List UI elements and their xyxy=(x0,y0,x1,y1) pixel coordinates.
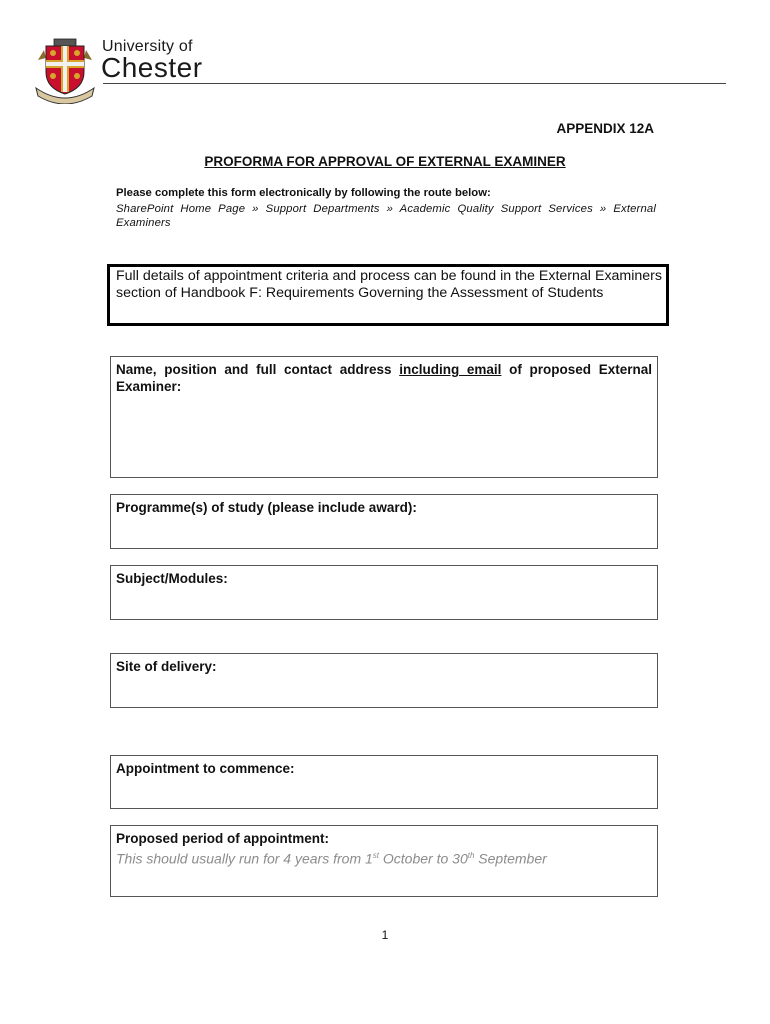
logo-chester: Chester xyxy=(101,52,203,83)
programme-label: Programme(s) of study (please include award): xyxy=(116,500,417,515)
programme-field[interactable] xyxy=(110,494,658,549)
hint-sup1: st xyxy=(372,851,380,860)
university-crest-icon xyxy=(32,38,98,104)
examiner-label-part1: Name, position and full contact address xyxy=(116,362,400,377)
instructions-text: Please complete this form electronically by following the route below: xyxy=(116,187,491,199)
appointment-commence-field[interactable] xyxy=(110,755,658,809)
appointment-criteria-notice: Full details of appointment criteria and process can be found in the External Examiners section of Handbook F: Requirements Governing the Assessment of Students xyxy=(107,264,669,326)
appointment-commence-label: Appointment to commence: xyxy=(116,761,295,776)
subject-modules-field[interactable] xyxy=(110,565,658,620)
examiner-details-field[interactable] xyxy=(110,356,658,478)
appointment-period-field[interactable] xyxy=(110,825,658,897)
examiner-details-label xyxy=(116,361,652,395)
examiner-label-email: including email xyxy=(399,362,502,377)
appointment-period-hint xyxy=(116,847,652,868)
page-number: 1 xyxy=(381,928,389,942)
hint-part1: This should usually run for 4 years from 1 xyxy=(116,850,373,867)
logo-university-of: University of xyxy=(102,38,193,55)
appendix-label: APPENDIX 12A xyxy=(556,121,654,136)
examiner-label-part2: of proposed External Examiner: xyxy=(116,362,653,394)
appointment-period-label: Proposed period of appointment: xyxy=(116,831,329,846)
hint-part2: October to 30 xyxy=(379,850,468,867)
form-title: PROFORMA FOR APPROVAL OF EXTERNAL EXAMINER xyxy=(204,154,566,169)
hint-part3: September xyxy=(474,850,547,867)
header-divider xyxy=(103,83,726,84)
hint-sup2: th xyxy=(467,851,475,860)
site-of-delivery-label: Site of delivery: xyxy=(116,659,217,674)
site-of-delivery-field[interactable] xyxy=(110,653,658,708)
sharepoint-route: SharePoint Home Page » Support Departments » Academic Quality Support Services » External Examiners xyxy=(116,203,656,229)
subject-modules-label: Subject/Modules: xyxy=(116,571,228,586)
